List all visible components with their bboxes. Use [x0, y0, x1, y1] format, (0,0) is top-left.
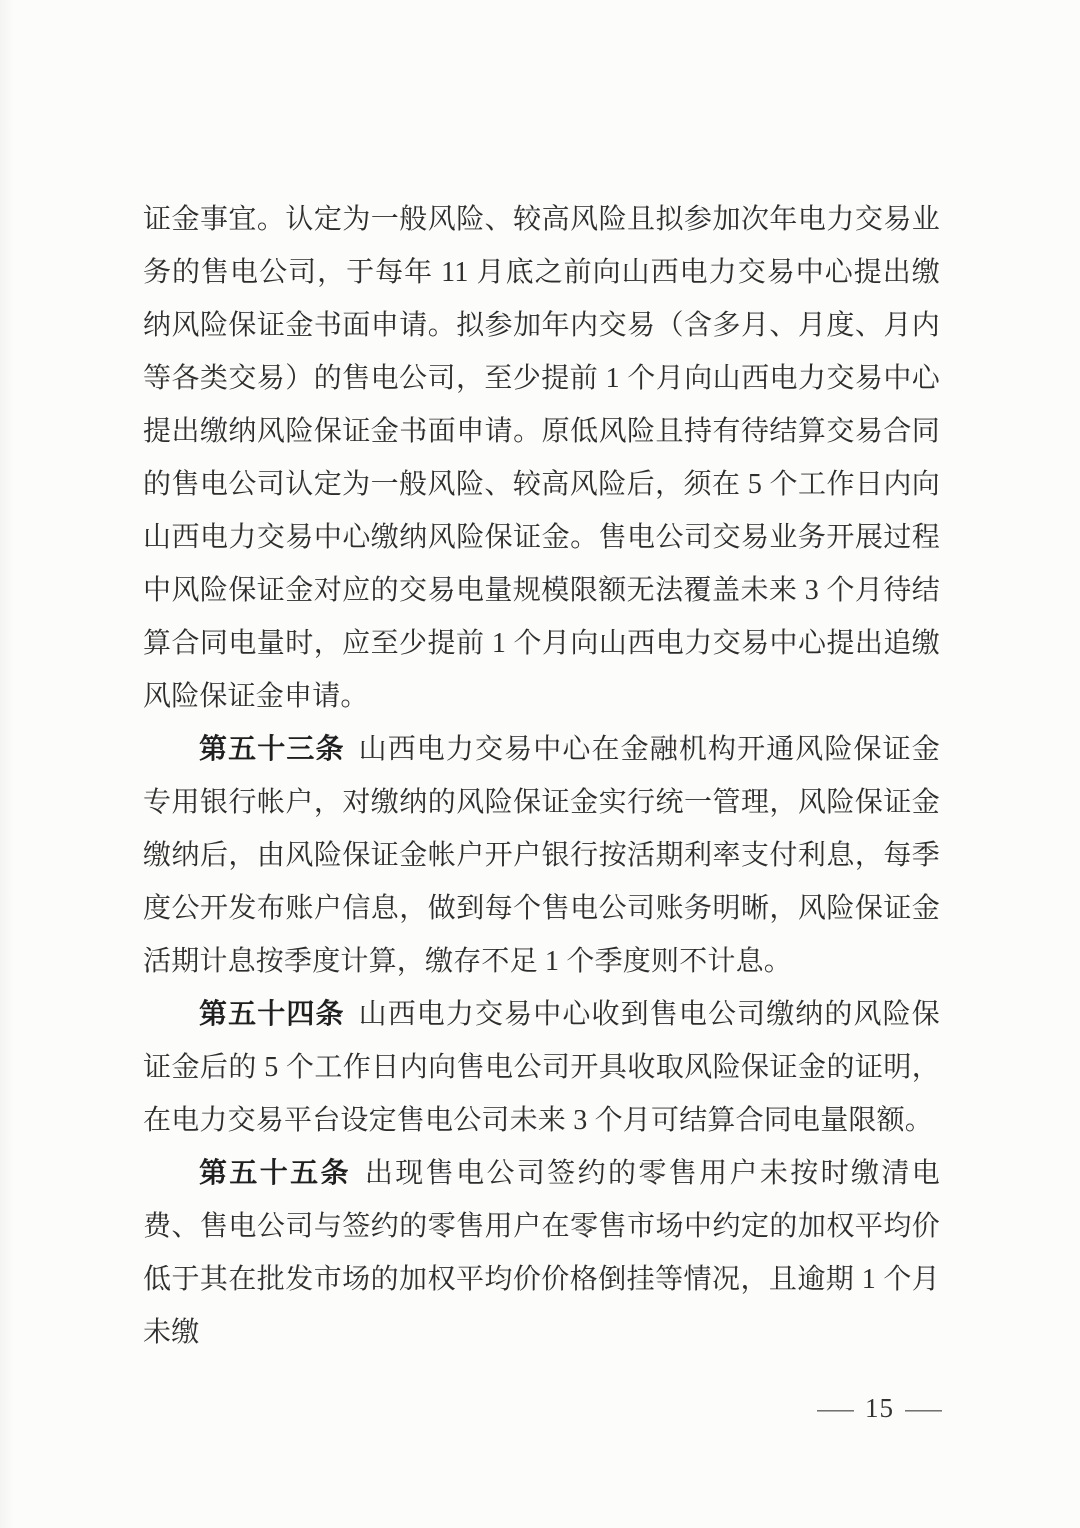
- article-number-heading: 第五十四条: [199, 999, 345, 1030]
- page-number: 15: [865, 1393, 894, 1423]
- paragraph-article-55: [143, 1147, 940, 1359]
- paragraph-article-53: [143, 723, 940, 988]
- document-body: [143, 193, 940, 1359]
- footer-dash-right: —: [905, 1393, 942, 1423]
- article-number-heading: 第五十三条: [199, 734, 345, 765]
- footer-dash-left: —: [817, 1393, 854, 1423]
- article-number-heading: 第五十五条: [199, 1158, 351, 1189]
- paragraph-article-54: [143, 988, 940, 1147]
- paragraph-text: 山西电力交易中心收到售电公司缴纳的风险保证金后的 5 个工作日内向售电公司开具收取风险保证金的证明，在电力交易平台设定售电公司未来 3 个月可结算合同电量限额。: [143, 999, 940, 1136]
- paragraph-continuation: [143, 193, 940, 723]
- paragraph-text: 出现售电公司签约的零售用户未按时缴清电费、售电公司与签约的零售用户在零售市场中约定的加权平均价低于其在批发市场的加权平均价价格倒挂等情况，且逾期 1 个月未缴: [143, 1158, 940, 1348]
- page-footer: [817, 1393, 942, 1424]
- paragraph-text: 山西电力交易中心在金融机构开通风险保证金专用银行帐户，对缴纳的风险保证金实行统一管理，风险保证金缴纳后，由风险保证金帐户开户银行按活期利率支付利息，每季度公开发布账户信息，做到每个售电公司账务明晰，风险保证金活期计息按季度计算，缴存不足 1 个季度则不计息。: [143, 734, 940, 977]
- paragraph-text: 证金事宜。认定为一般风险、较高风险且拟参加次年电力交易业务的售电公司，于每年 11 月底之前向山西电力交易中心提出缴纳风险保证金书面申请。拟参加年内交易（含多月、月度、月内等各类交易）的售电公司，至少提前 1 个月向山西电力交易中心提出缴纳风险保证金书面申请。原低风险且持有待结算交易合同的售电公司认定为一般风险、较高风险后，须在 5 个工作日内向山西电力交易中心缴纳风险保证金。售电公司交易业务开展过程中风险保证金对应的交易电量规模限额无法覆盖未来 3 个月待结算合同电量时，应至少提前 1 个月向山西电力交易中心提出追缴风险保证金申请。: [143, 204, 940, 712]
